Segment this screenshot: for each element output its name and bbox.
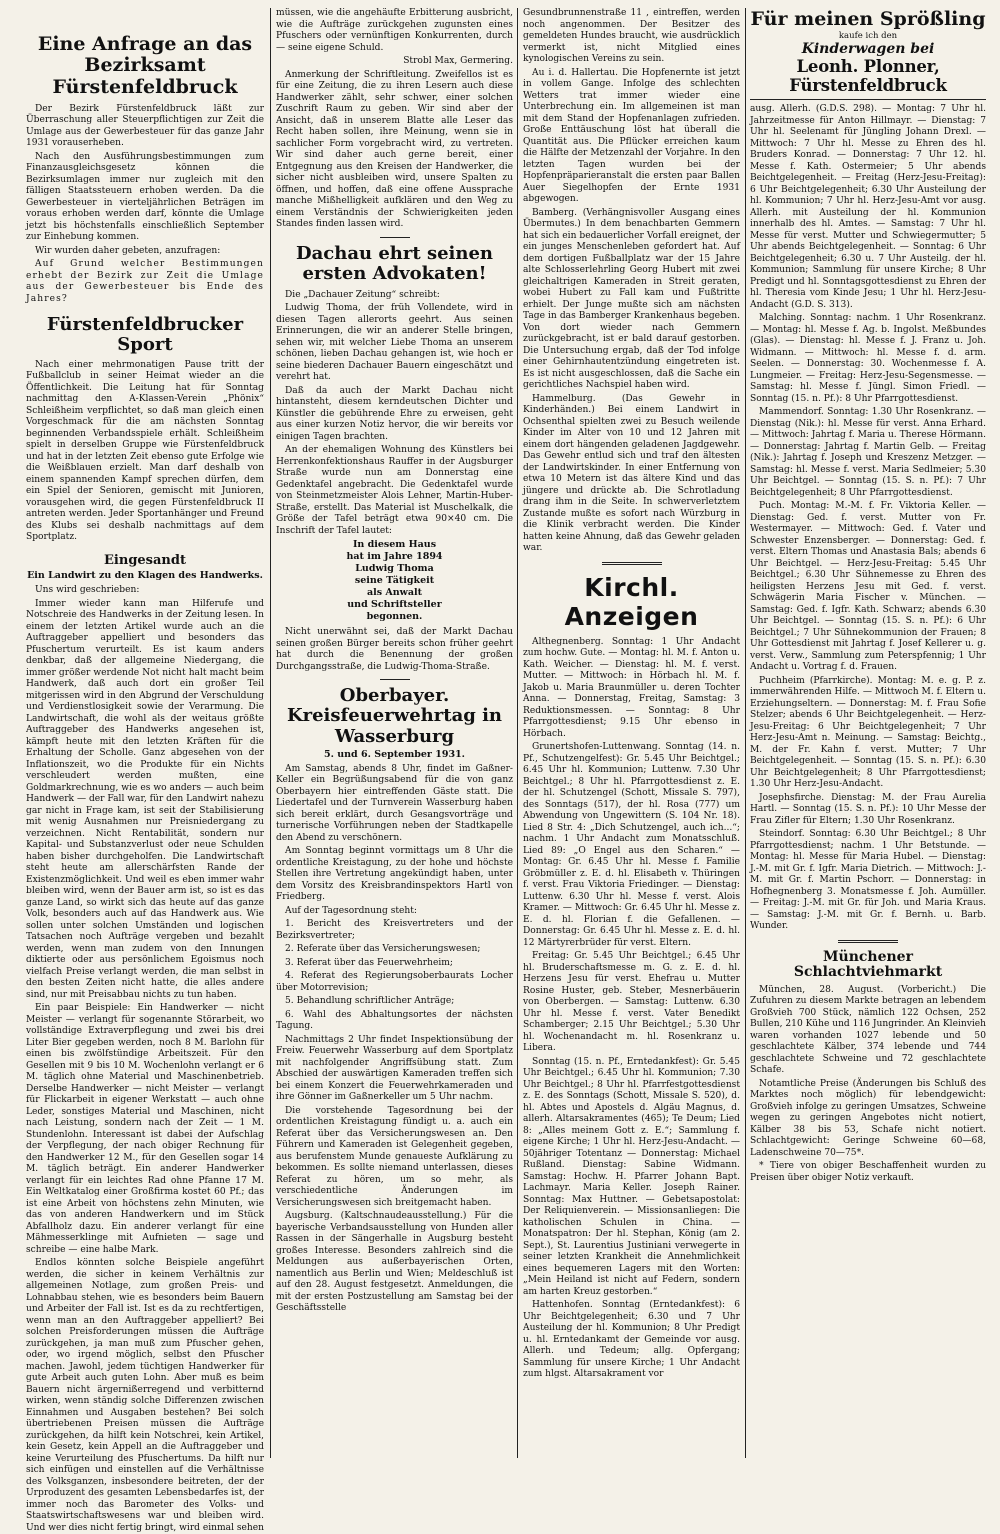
paragraph: Am Samstag, abends 8 Uhr, findet im Gaßner-Keller ein Begrüßungsabend für die von ganz Oberbayern hier eintreffenden Gäste statt. Die Liedertafel und der Turnverein Wasserburg haben sich bereit erklärt, durch Gesangsvorträge und turnerische Vorführungen neben der Stadtkapelle den Abend zu verschönern. [276,763,513,843]
headline-sport: Fürstenfeldbrucker Sport [46,314,244,356]
paragraph: Auf der Tagesordnung steht: [285,905,417,916]
church-entry: Josephsfirche. Dienstag: M. der Frau Aurelia Hartl. — Sonntag (15. S. n. Pf.): 10 Uhr Messe der Frau Zifler für Eltern; 1.30 Uhr Rosenkranz. [750,792,986,826]
headline-anfrage: Eine Anfrage an das Bezirksamt Fürstenfeldbruck [37,33,253,98]
ad-headline: Für meinen Sprößling [750,8,986,30]
news-item: Hammelburg. (Das Gewehr in Kinderhänden.) Bei einem Landwirt in Ochsenthal spielten zwei zu Besuch weilende Kinder im Alter von 10 und 12 Jahren mit einem dort hängenden geladenen Jagdgewehr. Das Gewehr entlud sich und traf den ältesten der Landwirtskinder. In einer Entfernung von etwa 10 Metern ist das ältere Kind und das jüngere und drückte ab. Die Schrotladung drang ihm in die Seite. In schwerverletztem Zustande mußte es sofort nach Würzburg in die Klinik verbracht werden. Die Kinder hatten keine Ahnung, daß das Gewehr geladen war. [523,393,740,553]
church-entry: Grunertshofen-Luttenwang. Sonntag (14. n. Pf., Schutzengelfest): Gr. 5.45 Uhr Beichtgel.; 6.45 Uhr hl. Kommunion; Luttenw. 7.30 Uhr Beichtgel.; 8 Uhr hl. Pfarrgottesdienst z. E. der hl. Schutzengel (Schott, Missale S. 797), des Sonntags (517), der hl. Rosa (777) um Abwendung von Ungewittern (S. 104 Nr. 18). Lied 8 Str. 4: „Dich Schutzengel, auch ich...“; nachm. 1 Uhr Andacht zum Monatsschluß. Lied 89: „O Engel aus den Scharen.“ — Montag: Gr. 6.45 Uhr hl. Messe f. Familie Gröbmüller z. E. d. hl. Elisabeth v. Thüringen f. verst. Frau Viktoria Friedinger. — Dienstag: Luttenw. 6.30 Uhr hl. Messe f. verst. Alois Kramer. — Mittwoch: Gr. 6.45 Uhr hl. Messe z. E. d. hl. Florian f. die Gefallenen. — Donnerstag: Gr. 6.45 Uhr hl. Messe z. E. d. hl. 12 Märtyrerbrüder für verst. Eltern. [523,742,740,948]
newspaper-page [26,8,986,1533]
news-item: Au i. d. Hallertau. Die Hopfenernte ist jetzt in vollem Gange. Infolge des schlechten Wetters trat immer wieder eine Unterbrechung ein. Im allgemeinen ist man mit dem Stand der Hopfenanlagen zufrieden. Große Enttäuschung löst hat überall die Quantität aus. Die Pflücker erreichen kaum die Hälfte der Metzenzahl der Vorjahre. In den letzten Tagen wurden bei der Hopfenpräparieranstalt die ersten paar Ballen Auer Siegelhopfen der Ernte 1931 abgewogen. [523,67,740,204]
church-entry: Puch. Montag: M.-M. f. Fr. Viktoria Keller. — Dienstag: Ged. f. verst. Mutter von Fr. Westermayer. — Mittwoch: Ged. f. Vater und Schwester Enzensberger. — Donnerstag: Ged. f. verst. Eltern Thomas und Anastasia Bals; abends 6 Uhr Beichtgel. — Herz-Jesu-Freitag: 5.45 Uhr Beichtgel.; 6.30 Uhr Sühnemesse zu Ehren des heiligsten Herzens Jesu mit Ged. f. verst. Schwägerin Maria Fischer v. München. — Samstag: Ged. f. Igfr. Kath. Schwarz; abends 6.30 Uhr Beichtgel. — Sonntag (15. S. n. Pf.): 6 Uhr Beichtgel.; 7 Uhr Sühnekommunion der Frauen; 8 Uhr Gottesdienst mit Jahrtag f. Josef Kellerer u. g. verst. Verw., Sammlung zum Peterspfennig; 1 Uhr Andacht u. Vortrag f. d. Frauen. [750,501,986,672]
paragraph: Daß da auch der Markt Dachau nicht hintansteht, diesem kerndeutschen Dichter und Künstler die gebührende Ehre zu erweisen, geht aus einer kurzen Notiz hervor, die wir bereits vor einigen Tagen brachten. [276,385,513,442]
paragraph: Anmerkung der Schriftleitung. Zweifellos ist es für eine Zeitung, die zu ihren Lesern auch diese Handwerker zählt, sehr schwer, einer solchen Zuschrift Raum zu geben. Wir sind aber der Ansicht, daß in unserem Blatte alle Leser das Recht haben sollen, ihre Meinung, wenn sie in sachlicher Form vorgebracht wird, zu vertreten. Wir sind daher auch gerne bereit, einer Entgegnung aus den Kreisen der Handwerker, die sicher nicht ausbleiben wird, unsere Spalten zu öffnen, und hoffen, daß eine offene Aussprache manche Mißhelligkeit aufklären und den Weg zu einem Verständnis der Schwierigkeiten jeden Standes finden lassen wird. [276,69,513,229]
advertisement-kinderwagen [750,8,986,95]
column-divider [745,8,746,1458]
divider [838,940,898,943]
church-entry: Althegnenberg. Sonntag: 1 Uhr Andacht zum hochw. Gute. — Montag: hl. M. f. Anton u. Kath. Weicher. — Dienstag: hl. M. f. verst. Mutter. — Mittwoch: in Hörbach hl. M. f. Jakob u. Maria Braunmüller u. deren Tochter Anna. — Donnerstag, Freitag, Samstag: 3 Reduktionsmessen. — Sonntag: 8 Uhr Pfarrgottesdienst; 9.15 Uhr ebenso in Hörbach. [523,636,740,739]
ad-product: Kinderwagen bei [801,41,935,57]
paragraph: Uns wird geschrieben: [35,585,140,596]
column-3 [523,8,740,1458]
paragraph: Am Sonntag beginnt vormittags um 8 Uhr die ordentliche Kreistagung, zu der hohe und höchste Stellen ihre Vertretung angekündigt haben, unter dem Vorsitz des Kreisbrandinspektors Hartl von Friedberg. [276,846,513,903]
paragraph: Auf Grund welcher Bestimmungen erhebt der Bezirk zur Zeit die Umlage aus der Gewerbesteuer bis Ende des Jahres? [26,259,264,304]
inscription-line: und Schriftsteller [347,599,442,611]
memorial-inscription [276,539,513,623]
news-item: Bamberg. (Verhängnisvoller Ausgang eines Übermutes.) In dem benachbarten Gemmern hat sich ein bedauerlicher Vorfall ereignet, der ein junges Menschenleben gefordert hat. Auf dem dortigen Fußballplatz war der 15 Jahre alte Schlosserlehrling Georg Hubert mit zwei gleichaltrigen Kameraden in Streit geraten, wobei Hubert zu Fall kam und Fußtritte erhielt. Der Junge mußte sich am nächsten Tage in das Bamberger Krankenhaus begeben. Von dort wieder nach Gemmern zurückgebracht, ist er bald darauf gestorben. Die Untersuchung ergab, daß der Tod infolge einer Gehirnhautentzündung eingetreten ist. Es ist nicht ausgeschlossen, daß die Sache ein gerichtliches Nachspiel haben wird. [523,207,740,390]
paragraph: Die vorstehende Tagesordnung bei der ordentlichen Kreistagung fündigt u. a. auch ein Referat über das Versicherungswesen an. Den Führern und Kameraden ist Gelegenheit gegeben, aus berufenstem Munde genaueste Aufklärung zu bekommen. Es sollte niemand unterlassen, dieses Referat zu hören, um so mehr, als verschiedentliche Änderungen im Versicherungswesen sich breitgemacht haben. [276,1105,513,1208]
subheadline: Ein Landwirt zu den Klagen des Handwerks. [27,570,263,582]
column-4 [750,8,986,1458]
paragraph: müssen, wie die angehäufte Erbitterung ausbricht, wie die Aufträge zurückgehen zugunsten eines Pfuschers oder vernünftigen Konkurrenten, durch — seine eigene Schuld. [276,8,513,53]
church-entry: Freitag: Gr. 5.45 Uhr Beichtgel.; 6.45 Uhr hl. Bruderschaftsmesse m. G. z. E. d. hl. Herzens Jesu für verst. Ehefrau u. Mutter Rosine Huster, geb. Steber, Mesnerbäuerin von Oberbergen. — Samstag: Luttenw. 6.30 Uhr hl. Messe f. verst. Vater Benedikt Schamberger; 2.15 Uhr Beichtgel.; 5.30 Uhr hl. Wochenandacht m. hl. Rosenkranz u. Libera. [523,951,740,1053]
paragraph: Nach den Ausführungsbestimmungen zum Finanzausgleichsgesetz können die Bezirksumlagen immer nur zugleich mit den fälligen Staatssteuern erhoben werden. Da die Gewerbesteuer in vierteljährlichen Beträgen im voraus erhoben werden darf, könnte die Umlage jetzt bis höchstenfalls einschließlich September zur Einhebung kommen. [26,151,264,243]
headline-feuerwehrtag: Oberbayer. Kreisfeuerwehrtag in Wasserburg [286,685,503,747]
inscription-line: als Anwalt [366,587,423,599]
inscription-line: hat im Jahre 1894 [346,551,443,563]
paragraph: Notamtliche Preise (Änderungen bis Schluß des Marktes noch möglich) für lebendgewicht: Großvieh infolge zu geringen Umsatzes, Schweine wegen zu geringen Angebotes nicht notiert, Kälber 38 bis 53, Schafe nicht notiert. Schlachtgewicht: Geringe Schweine 60—68, Ladenschweine 70—75*. [750,1078,986,1158]
column-divider [270,8,271,1458]
headline-eingesandt: Eingesandt [104,552,186,568]
church-entry: ausg. Allerh. (G.D.S. 298). — Montag: 7 Uhr hl. Jahrzeitmesse für Anton Hillmayr. — Dienstag: 7 Uhr hl. Seelenamt für Jüngling Johann Drexl. — Mittwoch: 7 Uhr hl. Messe zu Ehren des hl. Bruders Konrad. — Donnerstag: 7 Uhr 12. hl. Messe f. Kath. Ostermeier; 5 Uhr abends Beichtgelegenheit. — Freitag (Herz-Jesu-Freitag): 6 Uhr Beichtgelegenheit; 6.30 Uhr Austeilung der hl. Kommunion; 7 Uhr hl. Herz-Jesu-Amt vor ausg. Allerh. mit Austeilung der hl. Kommunion innerhalb des hl. Amtes. — Samstag: 7 Uhr hl. Messe für verst. Mutter und Schwiegermutter; 5 Uhr abends Beichtgelegenheit. — Sonntag: 6 Uhr Beichtgelegenheit; 6.30 u. 7 Uhr Austeilg. der hl. Kommunion; Sammlung für unsere Kirche; 8 Uhr Predigt und hl. Sonntagsgottesdienst zu Ehren der hl. Theresia vom Kinde Jesu; 1 Uhr hl. Herz-Jesu-Andacht (G.D. S. 313). [750,104,986,310]
agenda-item: 3. Referat über das Feuerwehrheim; [285,957,453,968]
paragraph: Ludwig Thoma, der früh Vollendete, wird in diesen Tagen allerorts geehrt. Aus seinen Erinnerungen, die wir an anderer Stelle bringen, sehen wir, mit welcher Liebe Thoma an unserem schönen, lieben Dachau gehangen ist, wie hoch er seine biederen Dachauer Bauern eingeschätzt und verehrt hat. [276,303,513,383]
paragraph: Nicht unerwähnt sei, daß der Markt Dachau seinen großen Bürger bereits schon früher geehrt hat durch die Benennung der großen Durchgangsstraße, die Ludwig-Thoma-Straße. [276,627,513,672]
church-entry: Mammendorf. Sonntag: 1.30 Uhr Rosenkranz. — Dienstag (Nik.): hl. Messe für verst. Anna Erhard. — Mittwoch: Jahrtag f. Maria u. Therese Hörmann. — Donnerstag: Jahrtag f. Martin Gelb. — Freitag (Nik.): Jahrtag f. Joseph und Kreszenz Metzger. — Samstag: hl. Messe f. verst. Maria Sedlmeier; 5.30 Uhr Beichtgel. — Sonntag (15. S. n. Pf.): 7 Uhr Beichtgelegenheit; 8 Uhr Pfarrgottesdienst. [750,407,986,498]
paragraph: Immer wieder kann man Hilferufe und Notschreie des Handwerks in der Zeitung lesen. In einem der letzten Artikel wurde auch an die Auftraggeber appelliert und besonders das Pfuschertum verurteilt. Es ist kaum anders denkbar, daß der allgemeine Niedergang, die immer größer werdende Not nicht halt macht beim Handwerk, daß auch dort ein großer Teil mitgerissen wird in den Abgrund der Verschuldung und Verdienstlosigkeit sowie der Verarmung. Die Landwirtschaft, die wohl als der weitaus größte Auftraggeber des Handwerks angesehen ist, kämpft heute mit den letzten Kräften für die Erhaltung der Scholle. Ganz abgesehen von der Inflationszeit, wo die Produkte für ein Nichts verschleudert werden mußten, eine Goldmarkrechnung, wie es wo anders — auch beim Handwerk — der Fall war, für den Landwirt nahezu gar nicht in Frage kam, ist seit der Stabilisierung mit wenig Ausnahmen nur Preisniedergang zu verzeichnen. Nicht Rentabilität, sondern nur Kapital- und Substanzverlust oder neue Schulden haben bisher durchgeholfen. Die Landwirtschaft steht heute am allerschärfsten Rande der Existenzmöglichkeit. Und weil es eben immer wahr bleiben wird, wenn der Bauer arm ist, so ist es das ganze Land, so wirkt sich das heute auf das ganze Volk, besonders auch auf das Handwerk aus. Wie sollen unter solchen Umständen und logischen Tatsachen noch Aufträge vergeben und bezahlt werden, wenn man zudem von den Innungen diktierte oder aus persönlichem Egoismus noch vielfach Preise verlangt werden, die man selbst in den besten Zeiten nicht hatte, die alles andere sind, nur mit Preisabbau nichts zu tun haben. [26,598,264,1000]
paragraph: Ein paar Beispiele: Ein Handwerker — nicht Meister — verlangt für sogenannte Störarbeit, wo vollständige Extraverpflegung und zwei bis drei Liter Bier gegeben werden, noch 8 M. Barlohn für einen bis zwölfstündige Arbeitszeit. Für den Gesellen mit 9 bis 10 M. Wochenlohn verlangt er 6 M. täglich ohne Material und Maschinenbetrieb. Derselbe Handwerker — nicht Meister — verlangt für Flickarbeit in eigener Werkstatt — auch ohne Leder, sonstiges Material und Maschinen, nicht nach Leistung, sondern nach der Zeit — 1 M. Stundenlohn. Interessant ist dabei der Aufschlag der Verpflegung, der nach obiger Rechnung für den Handwerker 12 M., für den Gesellen sogar 14 M. täglich beträgt. Ein anderer Handwerker verlangt für ein leichtes Rad ohne Pfanne 17 M. Ein Weltkatalog einer Großfirma kostet 60 Pf.; das ist eine Arbeit von höchstens zehn Minuten, wie das von anderen Handwerkern und im Stück Abfallholz dazu. Ein anderer verlangt für eine Mähmesserklinge mit Aufnieten — sage und schreibe — eine halbe Mark. [26,1003,264,1255]
headline-kirchliche-anzeigen: Kirchl. Anzeigen [564,572,699,631]
church-entry: Puchheim (Pfarrkirche). Montag: M. e. g. P. z. immerwährenden Hilfe. — Mittwoch M. f. Eltern u. Erziehungseltern. — Donnerstag: M. f. Frau Sofie Stelzer; abends 6 Uhr Beichtgelegenheit. — Herz-Jesu-Freitag: 6 Uhr Beichtgelegenheit; 7 Uhr Herz-Jesu-Amt n. Meinung. — Samstag: Beichtg., M. der Fr. Kahn f. verst. Mutter; 7 Uhr Beichtgelegenheit. — Sonntag (15. S. n. Pf.): 6.30 Uhr Beichtgelegenheit; 8 Uhr Pfarrgottesdienst; 1.30 Uhr Herz-Jesu-Andacht. [750,675,986,789]
agenda-item: 4. Referat des Regierungsoberbaurats Locher über Motorrevision; [276,971,513,993]
inscription-line: In diesem Haus [352,539,437,551]
ad-text: kaufe ich den [838,31,898,41]
divider [602,562,662,565]
paragraph: Nachmittags 2 Uhr findet Inspektionsübung der Freiw. Feuerwehr Wasserburg auf dem Sportplatz mit nachfolgender Angriffsübung statt. Zum Abschied der auswärtigen Kameraden treffen sich bei einem Konzert die Feuerwehrkameraden und ihre Gönner im Gaßnerkeller um 5 Uhr nachm. [276,1034,513,1103]
church-entry: Malching. Sonntag: nachm. 1 Uhr Rosenkranz. — Montag: hl. Messe f. Ag. b. Ingolst. Meßbundes (Glas). — Dienstag: hl. Messe f. J. Franz u. Joh. Widmann. — Mittwoch: hl. Messe f. d. arm. Seelen. — Donnerstag: 30. Wochenmesse f. A. Lungmeier. — Freitag: Herz-Jesu-Segensmesse. — Samstag: hl. Messe f. Jüngl. Simon Friedl. — Sonntag (15. n. Pf.): 8 Uhr Pfarrgottesdienst. [750,313,986,404]
paragraph: Gesundbrunnenstraße 11 , eintreffen, werden noch angenommen. Der Besitzer des gemeldeten Hundes braucht, wie ausdrücklich vermerkt ist, nicht Mitglied eines kynologischen Vereins zu sein. [523,8,740,64]
footnote: * Tiere von obiger Beschaffenheit wurden zu Preisen über obiger Notiz verkauft. [750,1161,986,1183]
church-entry: Sonntag (15. n. Pf., Erntedankfest): Gr. 5.45 Uhr Beichtgel.; 6.45 Uhr hl. Kommunion; 7.30 Uhr Beichtgel.; 8 Uhr hl. Pfarrfestgottesdienst z. E. des Sonntags (Schott, Missale S. 520), d. hl. Abtes und Apostels d. Algäu Magnus, d. allerh. Altarsakramentes (465); Te Deum; Lied 8: „Alles meinem Gott z. E.“; Sammlung f. eigene Kirche; 1 Uhr hl. Herz-Jesu-Andacht. — 50jähriger Totentanz — Donnerstag: Michael Rußland. Dienstag: Sabine Widmann. Samstag: Hochw. H. Pfarrer Johann Bapt. Lachmayr. Maria Keller. Joseph Rainer. Sonntag: Max Huttner. — Gebetsapostolat: Der Reliquienverein. — Missionsanliegen: Die katholischen Schulen in China. — Monatspatron: Der hl. Stephan, König (am 2. Sept.), St. Laurentius Justiniani verwegerte in seiner letzten Krankheit die Annehmlichkeit eines bequemeren Lagers mit den Worten: „Mein Heiland ist nicht auf Federn, sondern am harten Kreuz gestorben.“ [523,1056,740,1297]
author-signature: Strobl Max, Germering. [403,56,513,66]
headline-dachau: Dachau ehrt seinen ersten Advokaten! [296,242,493,284]
inscription-line: begonnen. [366,611,423,623]
paragraph: Der Bezirk Fürstenfeldbruck läßt zur Überraschung aller Steuerpflichtigen zur Zeit die Umlage aus der Gewerbesteuer für das ganze Jahr 1931 vorauserheben. [26,103,264,149]
paragraph: Wir wurden daher gebeten, anzufragen: [35,245,221,256]
column-1 [26,8,265,1533]
paragraph: Endlos könnten solche Beispiele angeführt werden, die sicher in keinem Verhältnis zur allgemeinen Notlage, zum großen Preis- und Lohnabbau stehen, wie es besonders beim Bauern und Arbeiter der Fall ist. Ist es da zu rechtfertigen, wenn man an den Auftraggeber appelliert? Bei solchen Preisforderungen müssen die Aufträge zurückgehen, ja man muß zum Pfuscher gehen, oder, wo irgend möglich, selbst den Pfuscher machen. Jawohl, jedem tüchtigen Handwerker für gute Arbeit auch guten Lohn. Aber muß es beim Bauern nicht ärgernißerregend und verbitternd wirken, wenn ständig solche Differenzen zwischen Einnahmen und Ausgaben bestehen? Bei solch übertriebenen Preisen müssen die Aufträge zurückgehen, da hilft kein Notschrei, kein Artikel, kein Gesetz, kein Appell an die Auftraggeber und keine Verurteilung des Pfuschertums. Da hilft nur sich einfügen und einstellen auf die Verhältnisse des Volksganzen, insbesondere beitreten, der der Urproduzent des gesamten Lebensbedarfes ist, der immer noch das Barometer des Volks- und Staatswirtschaftswesens war und bleiben wird. Und wer dies nicht fertig bringt, wird einmal sehen [26,1258,265,1533]
inscription-line: seine Tätigkeit [354,575,435,587]
column-2 [276,8,513,1458]
agenda-item: 1. Bericht des Kreisvertreters und der Bezirksvertreter; [276,919,513,941]
column-divider [517,8,518,1458]
subheadline: 5. und 6. September 1931. [324,748,465,760]
agenda-item: 2. Referate über das Versicherungswesen; [285,944,481,955]
paragraph: Nach einer mehrmonatigen Pause tritt der Fußballclub in seiner Heimat wieder an die Öffentlichkeit. Die Leitung hat für Sonntag nachmittag den A-Klassen-Verein „Phönix“ Schleißheim verpflichtet, so daß man gleich einen Vorgeschmack für die am nächsten Sonntag beginnenden Verbandsspiele erhält. Schleißheim spielt in derselben Gruppe wie Fürstenfeldbruck und hat in der letzten Zeit ebenso gute Erfolge wie die Weißblauen erzielt. Man darf deshalb von einem spannenden Kampf sprechen dürfen, dem ein Spiel der Senioren, gemischt mit Junioren, vorausgehen wird, die gegen Fürstenfeldbruck II antreten werden. Jeder Sportanhänger und Freund des Klubs sei deshalb nachmittags auf dem Sportplatz. [26,359,264,543]
inscription-line: Ludwig Thoma [355,563,434,575]
paragraph: München, 28. August. (Vorbericht.) Die Zufuhren zu diesem Markte betragen an lebendem Großvieh 700 Stück, nämlich 122 Ochsen, 252 Bullen, 210 Kühe und 116 Jungrinder. An Kleinvieh waren vorhanden 1027 lebende und 50 geschlachtete Kälber, 374 lebende und 744 geschlachtete Schweine und 72 geschlachtete Schafe. [750,984,986,1076]
ad-merchant: Leonh. Plonner, Fürstenfeldbruck [789,57,947,95]
church-notices [523,637,740,1381]
agenda-item: 6. Wahl des Abhaltungsortes der nächsten Tagung. [276,1009,513,1032]
paragraph: Augsburg. (Kaltschnaudeausstellung.) Für die bayerische Verbandsausstellung von Hunden aller Rassen in der Sängerhalle in Augsburg besteht großes Interesse. Besonders zahlreich sind die Meldungen aus außerbayerischen Orten, namentlich aus Berlin und Wien; Meldeschluß ist auf den 28. August festgesetzt. Anmeldungen, die mit der ersten Postzustellung am Samstag bei der Geschäftsstelle [276,1211,513,1314]
paragraph: An der ehemaligen Wohnung des Künstlers bei Herrenkonfektionshaus Rauffer in der Augsburger Straße wurde nun am Donnerstag eine Gedenktafel angebracht. Die Gedenktafel wurde von Steinmetzmeister Alois Lehner, Martin-Huber-Straße, erstellt. Das Material ist Muschelkalk, die Größe der Tafel beträgt etwa 90×40 cm. Die Inschrift der Tafel lautet: [276,445,513,536]
paragraph: Die „Dachauer Zeitung“ schreibt: [285,289,440,300]
divider [380,237,410,238]
church-entry: Hattenhofen. Sonntag (Erntedankfest): 6 Uhr Beichtgelegenheit; 6.30 und 7 Uhr Austeilung der hl. Kommunion; 8 Uhr Predigt u. hl. Erntedankamt der Gemeinde vor ausg. Allerh. und Tedeum; allg. Opfergang; Sammlung für unsere Kirche; 1 Uhr Andacht zum hlgst. Altarsakrament vor [523,1300,740,1379]
agenda-item: 5. Behandlung schriftlicher Anträge; [285,996,455,1007]
church-notices-continued [750,104,986,933]
divider [380,679,410,680]
headline-schlachtviehmarkt: Münchener Schlachtviehmarkt [793,948,943,981]
church-entry: Steindorf. Sonntag: 6.30 Uhr Beichtgel.; 8 Uhr Pfarrgottesdienst; nachm. 1 Uhr Betstunde. — Montag: hl. Messe für Maria Hubel. — Dienstag: J.-M. mit Gr. f. Igfr. Maria Dietrich. — Mittwoch: J.-M. mit Gr. f. Martin Pschorr. — Donnerstag: in Hofhegnenberg 3. Monatsmesse f. Joh. Aumüller. — Freitag: J.-M. mit Gr. für Joh. und Maria Kraus. — Samstag: J.-M. mit Gr. f. Bernh. u. Barb. Wunder. [750,829,986,931]
